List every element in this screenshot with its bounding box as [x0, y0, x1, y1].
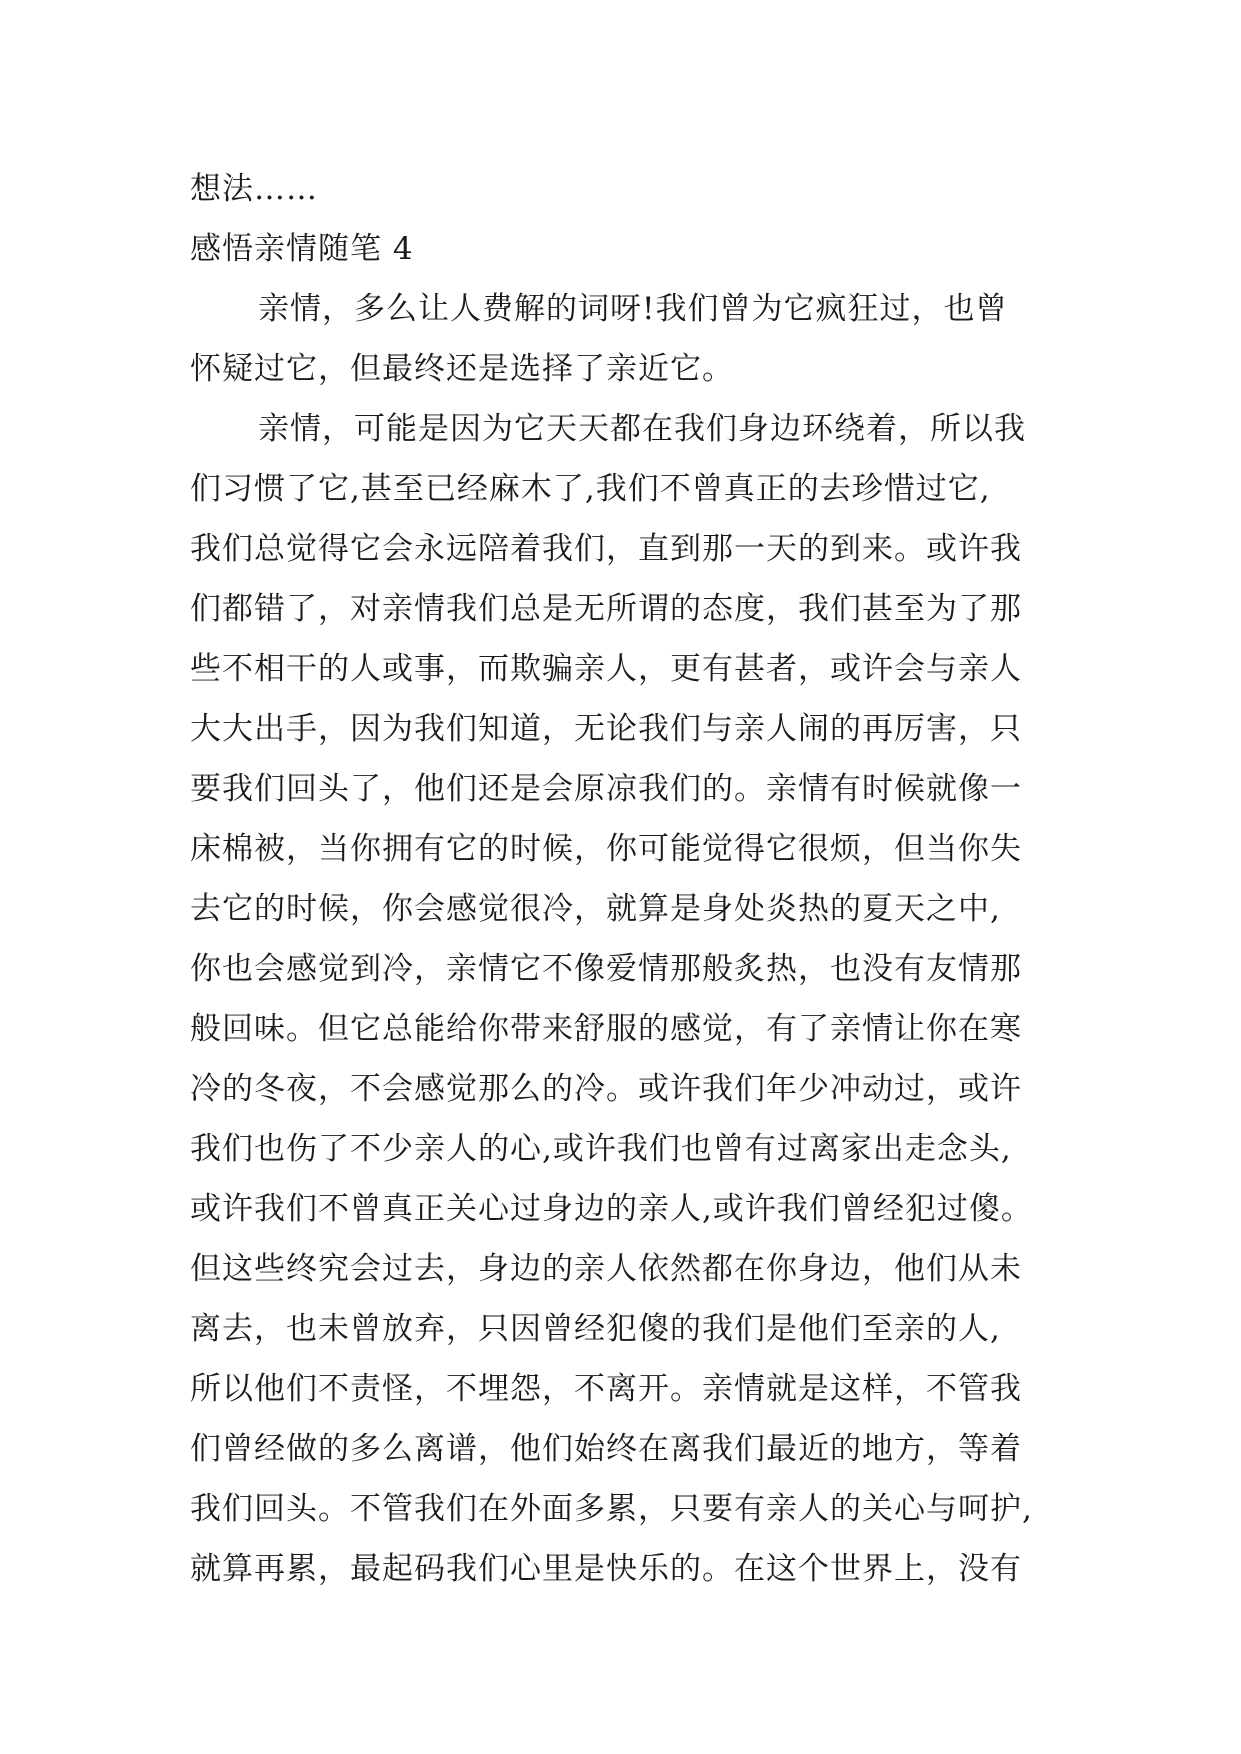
- body-text: [190, 279, 1050, 1599]
- paragraph-2-line-10: 你也会感觉到冷，亲情它不像爱情那般炙热，也没有友情那: [190, 951, 1022, 987]
- paragraph-2-line-15: 但这些终究会过去，身边的亲人依然都在你身边，他们从未: [190, 1251, 1022, 1287]
- continuation-heading-text: 想法……: [190, 171, 318, 207]
- paragraph-2-line-2: 们习惯了它,甚至已经麻木了,我们不曾真正的去珍惜过它,: [190, 471, 991, 507]
- paragraph-2-line-12: 冷的冬夜，不会感觉那么的冷。或许我们年少冲动过，或许: [190, 1071, 1022, 1107]
- paragraph-2-line-18: 们曾经做的多么离谱，他们始终在离我们最近的地方，等着: [190, 1431, 1022, 1467]
- section-title-text: 感悟亲情随笔 4: [190, 231, 414, 267]
- paragraph-1-line-1: 亲情，多么让人费解的词呀!我们曾为它疯狂过，也曾: [258, 291, 1008, 327]
- paragraph-2-line-17: 所以他们不责怪，不埋怨，不离开。亲情就是这样，不管我: [190, 1371, 1022, 1407]
- paragraph-2-line-13: 我们也伤了不少亲人的心,或许我们也曾有过离家出走念头,: [190, 1131, 1012, 1167]
- continuation-heading: [190, 159, 1050, 219]
- paragraph-2-line-19: 我们回头。不管我们在外面多累，只要有亲人的关心与呵护,: [190, 1491, 1033, 1527]
- paragraph-2-line-9: 去它的时候，你会感觉很冷，就算是身处炎热的夏天之中,: [190, 891, 1001, 927]
- section-title: [190, 219, 1050, 279]
- paragraph-2-line-7: 要我们回头了，他们还是会原凉我们的。亲情有时候就像一: [190, 771, 1022, 807]
- paragraph-2-line-3: 我们总觉得它会永远陪着我们，直到那一天的到来。或许我: [190, 531, 1022, 567]
- paragraph-2-line-16: 离去，也未曾放弃，只因曾经犯傻的我们是他们至亲的人,: [190, 1311, 1001, 1347]
- paragraph-2-line-8: 床棉被，当你拥有它的时候，你可能觉得它很烦，但当你失: [190, 831, 1022, 867]
- paragraph-2-line-11: 般回味。但它总能给你带来舒服的感觉，有了亲情让你在寒: [190, 1011, 1022, 1047]
- paragraph-1-line-2: 怀疑过它，但最终还是选择了亲近它。: [190, 351, 734, 387]
- paragraph-2-line-1: 亲情，可能是因为它天天都在我们身边环绕着，所以我: [258, 411, 1026, 447]
- paragraph-2-line-5: 些不相干的人或事，而欺骗亲人，更有甚者，或许会与亲人: [190, 651, 1022, 687]
- paragraph-2-line-20: 就算再累，最起码我们心里是快乐的。在这个世界上，没有: [190, 1551, 1022, 1587]
- paragraph-2-line-14: 或许我们不曾真正关心过身边的亲人,或许我们曾经犯过傻。: [190, 1191, 1033, 1227]
- paragraph-2-line-6: 大大出手，因为我们知道，无论我们与亲人闹的再厉害，只: [190, 711, 1022, 747]
- paragraph-2-line-4: 们都错了，对亲情我们总是无所谓的态度，我们甚至为了那: [190, 591, 1022, 627]
